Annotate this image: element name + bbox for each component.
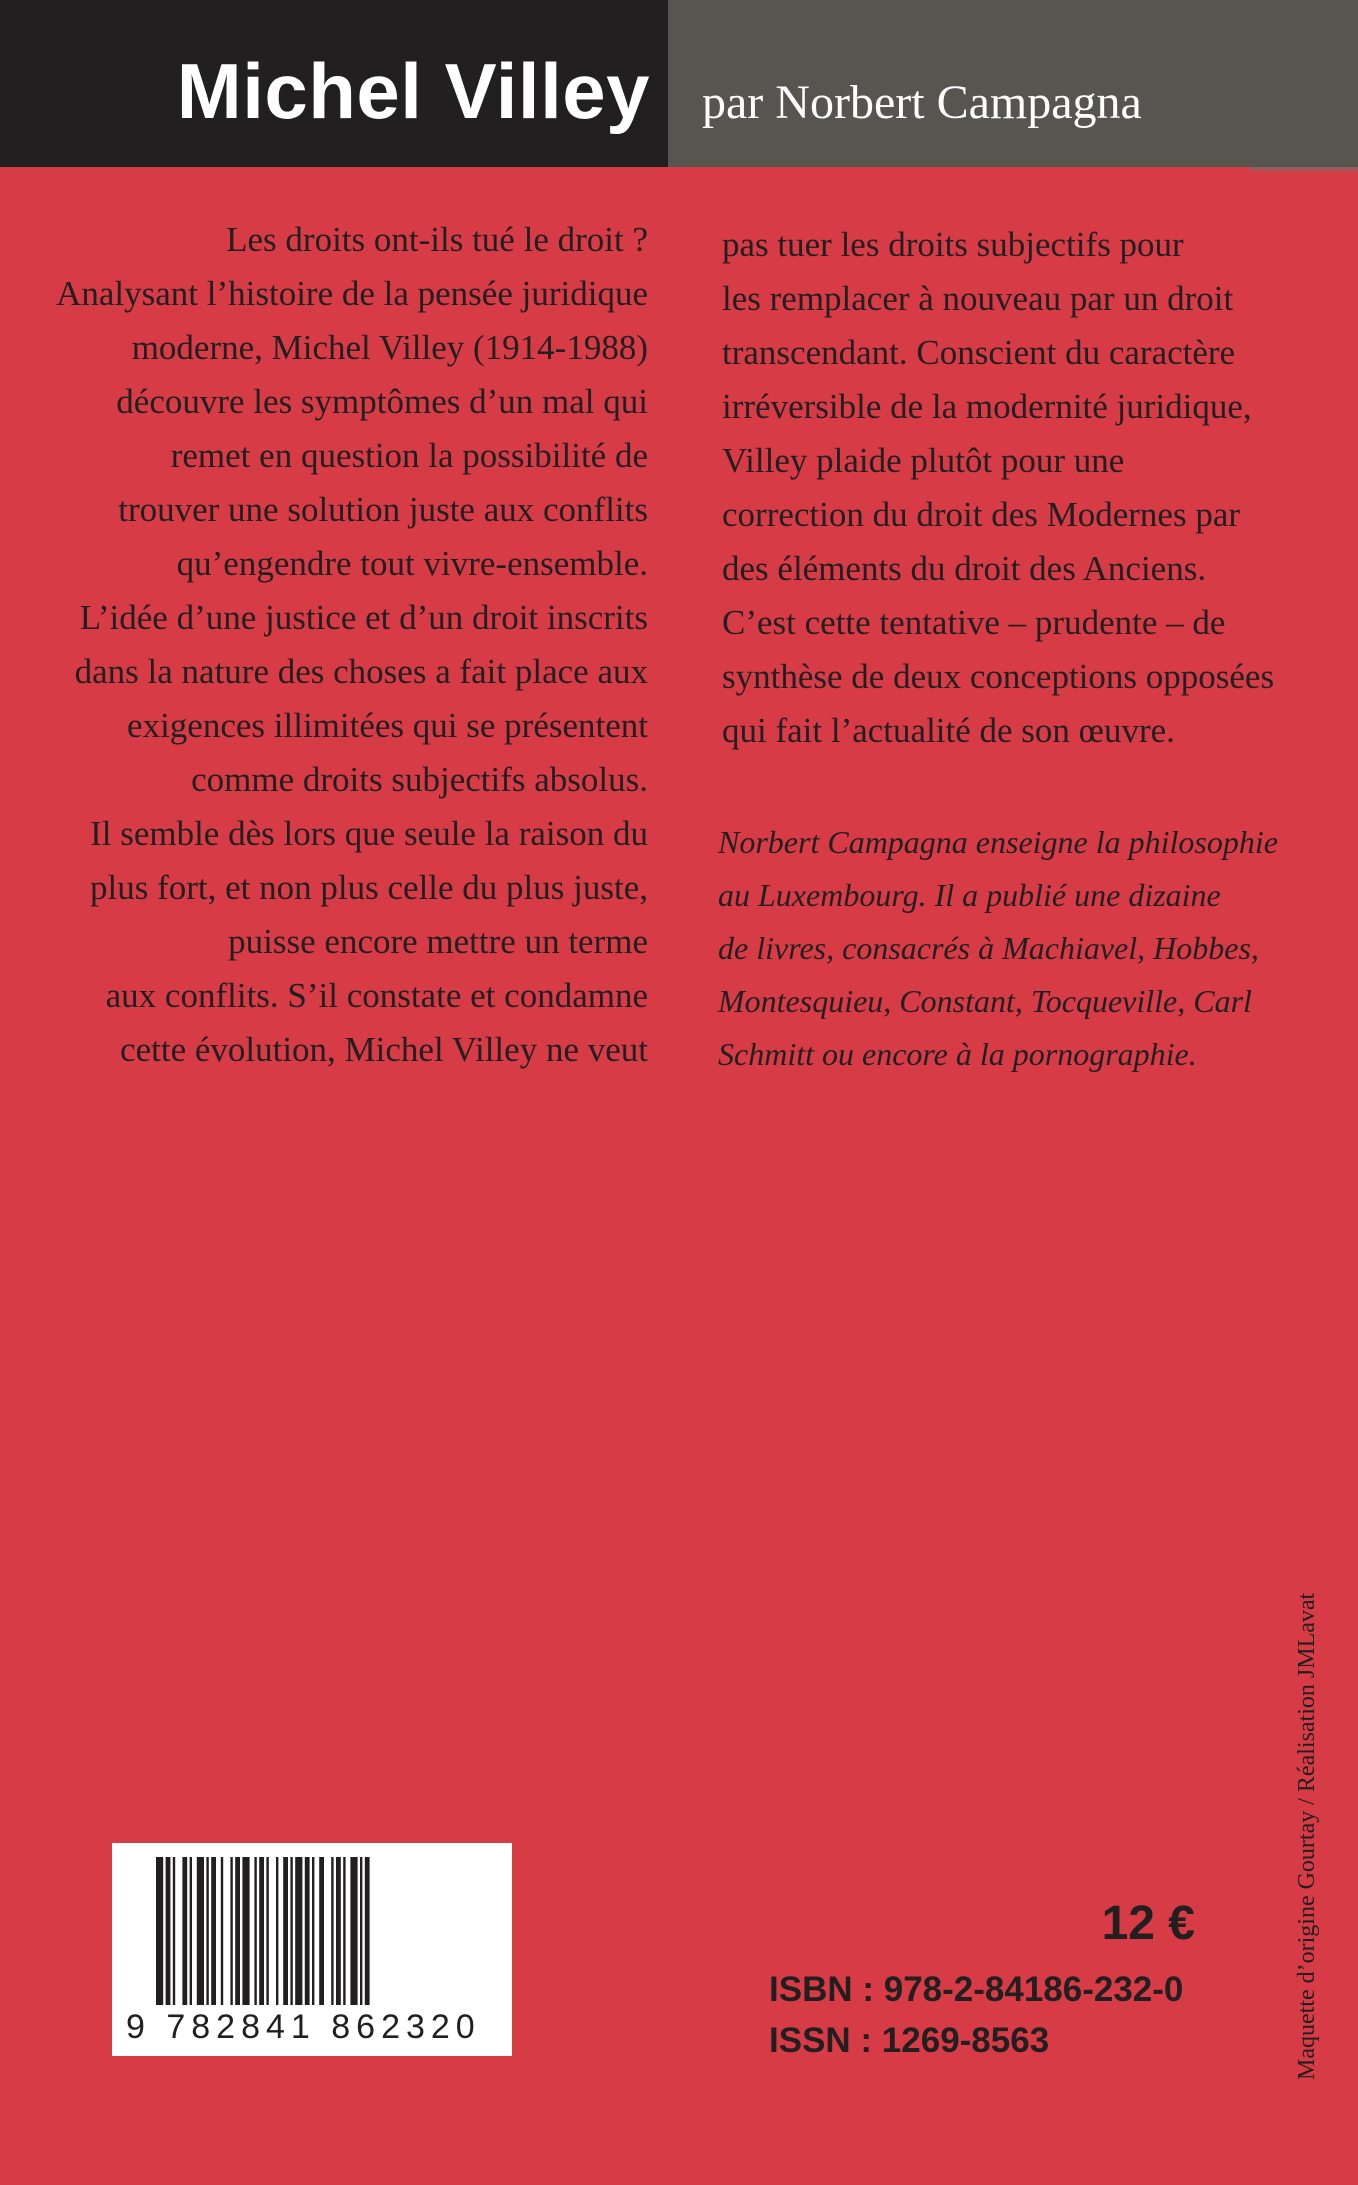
bio-line: Montesquieu, Constant, Tocqueville, Carl (718, 983, 1252, 1019)
bio-line: de livres, consacrés à Machiavel, Hobbes, (718, 930, 1259, 966)
barcode-bar (305, 1857, 310, 2005)
header-shadow-divider (1250, 167, 1358, 171)
barcode-bar (173, 1857, 175, 2005)
blurb-line: aux conflits. S’il constate et condamne (105, 976, 648, 1015)
barcode-bar (156, 1857, 163, 2005)
blurb-right-column (722, 218, 1342, 758)
bio-line: Norbert Campagna enseigne la philosophie (718, 824, 1278, 860)
barcode-digits: 9 782841 862320 (126, 2008, 481, 2046)
blurb-line: Il semble dès lors que seule la raison du (90, 814, 648, 853)
blurb-line: moderne, Michel Villey (1914-1988) (131, 328, 648, 367)
barcode-bar (182, 1857, 187, 2005)
barcode-bar (259, 1857, 264, 2005)
blurb-line: des éléments du droit des Anciens. (722, 549, 1207, 588)
author-name: Michel Villey (176, 47, 650, 135)
blurb-line: pas tuer les droits subjectifs pour (722, 225, 1184, 264)
barcode-bar (254, 1857, 256, 2005)
barcode-bar (331, 1857, 333, 2005)
blurb-line: dans la nature des choses a fait place aux (74, 652, 648, 691)
blurb-line: qui fait l’actualité de son œuvre. (722, 711, 1175, 750)
issn: ISSN : 1269-8563 (769, 2021, 1050, 2060)
bio-line: Schmitt ou encore à la pornographie. (718, 1036, 1197, 1072)
barcode-bar (365, 1857, 370, 2005)
byline: par Norbert Campagna (702, 76, 1142, 129)
isbn: ISBN : 978-2-84186-232-0 (769, 1970, 1184, 2009)
barcode-bar (336, 1857, 341, 2005)
barcode-bar (350, 1857, 357, 2005)
barcode-bar (211, 1857, 216, 2005)
barcode-bar (360, 1857, 362, 2005)
blurb-line: plus fort, et non plus celle du plus juste, (90, 868, 648, 907)
blurb-line: comme droits subjectifs absolus. (191, 760, 648, 799)
blurb-line: L’idée d’une justice et d’un droit inscrits (79, 598, 648, 637)
barcode-bar (221, 1857, 223, 2005)
blurb-line: puisse encore mettre un terme (228, 922, 648, 961)
price: 12 € (1101, 1897, 1195, 1950)
blurb-line: correction du droit des Modernes par (722, 495, 1241, 534)
blurb-line: remet en question la possibilité de (170, 436, 648, 475)
blurb-line: exigences illimitées qui se présentent (127, 706, 648, 745)
barcode-bar (266, 1857, 268, 2005)
barcode-bar (230, 1857, 232, 2005)
blurb-line: trouver une solution juste aux conflits (118, 490, 648, 529)
barcode-bar (190, 1857, 192, 2005)
blurb-line: Les droits ont-ils tué le droit ? (226, 220, 648, 259)
barcode-bar (276, 1857, 278, 2005)
barcode-bar (206, 1857, 208, 2005)
barcode-bar (319, 1857, 324, 2005)
blurb-line: transcendant. Conscient du caractère (722, 333, 1236, 372)
blurb-line: Analysant l’histoire de la pensée juridique (56, 274, 648, 313)
blurb-line: irréversible de la modernité juridique, (722, 387, 1252, 426)
barcode-bar (295, 1857, 302, 2005)
header-byline-band (668, 0, 1358, 167)
blurb-line: découvre les symptômes d’un mal qui (116, 382, 648, 421)
barcode-bar (283, 1857, 288, 2005)
barcode (112, 1843, 512, 2056)
barcode-bar (242, 1857, 249, 2005)
barcode-bar (312, 1857, 314, 2005)
blurb-line: cette évolution, Michel Villey ne veut (120, 1030, 648, 1069)
blurb-line: C’est cette tentative – prudente – de (722, 603, 1226, 642)
blurb-line: les remplacer à nouveau par un droit (722, 279, 1234, 318)
barcode-bar (235, 1857, 240, 2005)
blurb-line: qu’engendre tout vivre-ensemble. (176, 544, 648, 583)
barcode-bar (343, 1857, 345, 2005)
header-author-band (0, 0, 668, 167)
blurb-line: Villey plaide plutôt pour une (722, 441, 1125, 480)
blurb-left-column (30, 213, 648, 1077)
barcode-bar (166, 1857, 171, 2005)
design-credit: Maquette d’origine Gourtay / Réalisation JMLavat (1294, 1592, 1320, 2080)
author-bio (718, 816, 1343, 1081)
blurb-line: synthèse de deux conceptions opposées (722, 657, 1275, 696)
barcode-bar (197, 1857, 204, 2005)
bio-line: au Luxembourg. Il a publié une dizaine (718, 877, 1221, 913)
barcode-bar (290, 1857, 292, 2005)
